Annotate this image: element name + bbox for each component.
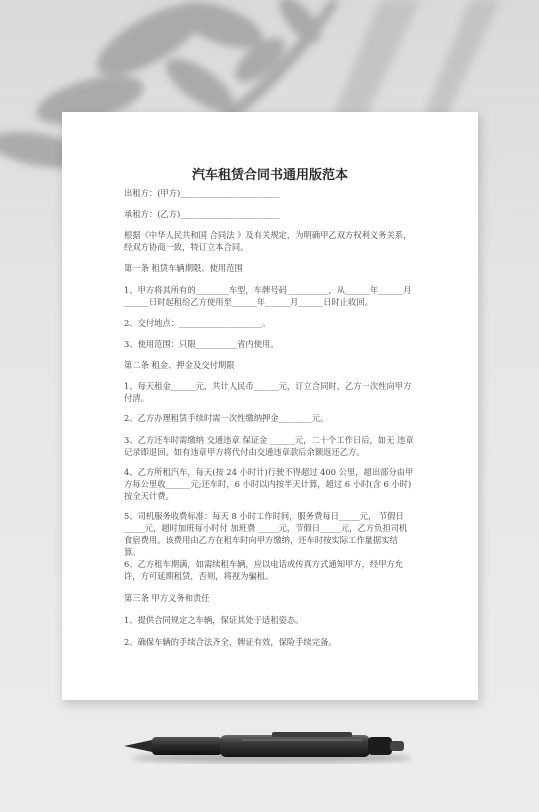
- party-b-line: 承租方：(乙方)________________________: [124, 209, 280, 219]
- article-1-clause-1: 1、甲方将其所有的________车型，车牌号码__________，从______年______月______日时起租给乙方使用至______年______月______日时止收回。: [124, 285, 412, 307]
- article-2-clause-3: 3、乙方还车时需缴纳 交通违章 保证金 ______元，二十个工作日后，如无 违章 记录即退回。如有违章甲方将代付由交通违章款后余额返还乙方。: [124, 435, 417, 457]
- preamble-paragraph: 根据《中华人民共和国 合同法 》及有关规定，为明确甲乙双方权利义务关系，经双方协商一致，特订立本合同。: [124, 230, 412, 252]
- article-3-clause-2: 2、确保车辆的手续合法齐全，牌证有效，保险手续完备。: [124, 637, 337, 647]
- article-3-clause-1: 1、提供合同规定之车辆，保证其处于适租姿态。: [124, 615, 304, 625]
- article-2-clause-6: 6、乙方租车期满，如需续租车辆，应以电话或传真方式通知甲方，经甲方允许，方可延期租赁，否则，将视为骗租。: [124, 559, 404, 581]
- article-2-clause-5: 5、司机服务收费标准：每天 8 小时工作时间，服务费每日_____元， 节假日 _____元，超时加班每小时付 加班费 _____元，节假日_____元，乙方负担司机食宿费用。该费用由乙方在租车时向甲方缴纳，还车时按实际工作量据实结算。: [124, 511, 408, 557]
- article-1-heading: 第一条 租赁车辆期限、使用范围: [124, 263, 243, 273]
- article-2-clause-4: 4、乙方所租汽车，每天(按 24 小时计)行驶不得超过 400 公里，超出部分由甲方每公里收______元;还车时，6 小时以内按半天计算，超过 6 小时(含 6 小时)按全天计费。: [124, 467, 414, 501]
- article-2-clause-2: 2、乙方办理租赁手续时需一次性缴纳押金________元。: [124, 413, 329, 423]
- contract-page: [62, 112, 478, 700]
- article-2-clause-1: 1、每天租金______元，共计人民币______元，订立合同时，乙方一次性向甲方付清。: [124, 381, 412, 403]
- article-1-clause-3: 3、使用范围：只限__________省内使用。: [124, 339, 279, 349]
- party-a-line: 出租方：(甲方)________________________: [124, 188, 280, 198]
- article-2-heading: 第二条 租金、押金及交付期限: [124, 360, 235, 370]
- article-1-clause-2: 2、交付地点：____________________。: [124, 318, 271, 328]
- document-title: 汽车租赁合同书通用版范本: [191, 168, 348, 183]
- pen-image: [122, 726, 412, 766]
- article-3-heading: 第三条 甲方义务和责任: [124, 593, 210, 603]
